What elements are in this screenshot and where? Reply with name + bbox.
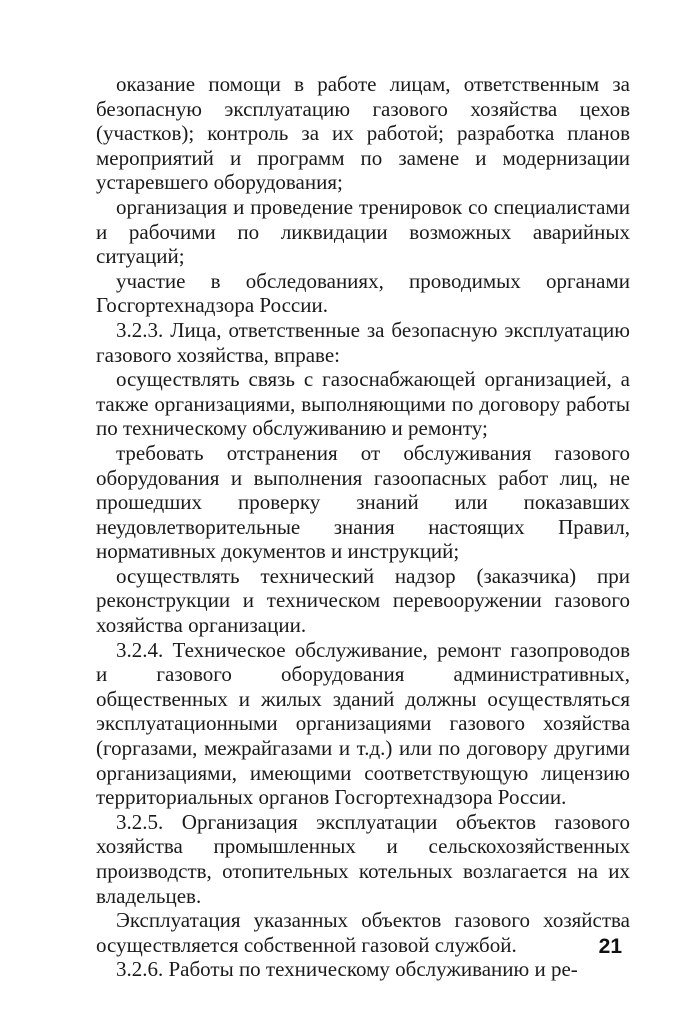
page-number: 21: [598, 935, 622, 958]
paragraph-duties-assistance: оказание помощи в работе лицам, ответственным за безопасную эксплуатацию газового хозяйства цехов (участков); контроль за их работой; разработка планов мероприятий и программ по замене и модернизации устаревшего оборудования;: [96, 72, 630, 195]
paragraph-rights-communication: осуществлять связь с газоснабжающей организацией, а также организациями, выполняющими по договору работы по техническому обслуживанию и ремонту;: [96, 367, 630, 441]
paragraph-rights-supervision: осуществлять технический надзор (заказчика) при реконструкции и техническом перевооружении газового хозяйства организации.: [96, 563, 630, 638]
page-text-body: [96, 72, 630, 982]
paragraph-duties-training: организация и проведение тренировок со специалистами и рабочими по ликвидации возможных аварийных ситуаций;: [96, 194, 630, 269]
paragraph-gas-service: Эксплуатация указанных объектов газового хозяйства осуществляется собственной газовой службой.: [96, 908, 630, 957]
paragraph-3-2-4: 3.2.4. Техническое обслуживание, ремонт газопроводов и газового оборудования административных, общественных и жилых зданий должны осуществляться эксплуатационными организациями газового хозяйства (горгазами, межрайгазами и т.д.) или по договору другими организациями, имеющими соответствующую лицензию территориальных органов Госгортехнадзора России.: [96, 637, 630, 810]
paragraph-3-2-6: 3.2.6. Работы по техническому обслуживанию и ре-: [116, 957, 578, 982]
paragraph-rights-removal: требовать отстранения от обслуживания газового оборудования и выполнения газоопасных работ лиц, не прошедших проверку знаний или показавших неудовлетворительные знания настоящих Правил, нормативных документов и инструкций;: [96, 440, 630, 564]
paragraph-3-2-3: 3.2.3. Лица, ответственные за безопасную эксплуатацию газового хозяйства, вправе:: [96, 317, 630, 367]
paragraph-3-2-5: 3.2.5. Организация эксплуатации объектов газового хозяйства промышленных и сельскохозяйственных производств, отопительных котельных возлагается на их владельцев.: [96, 809, 630, 908]
paragraph-duties-inspections: участие в обследованиях, проводимых органами Госгортехнадзора России.: [96, 268, 630, 318]
